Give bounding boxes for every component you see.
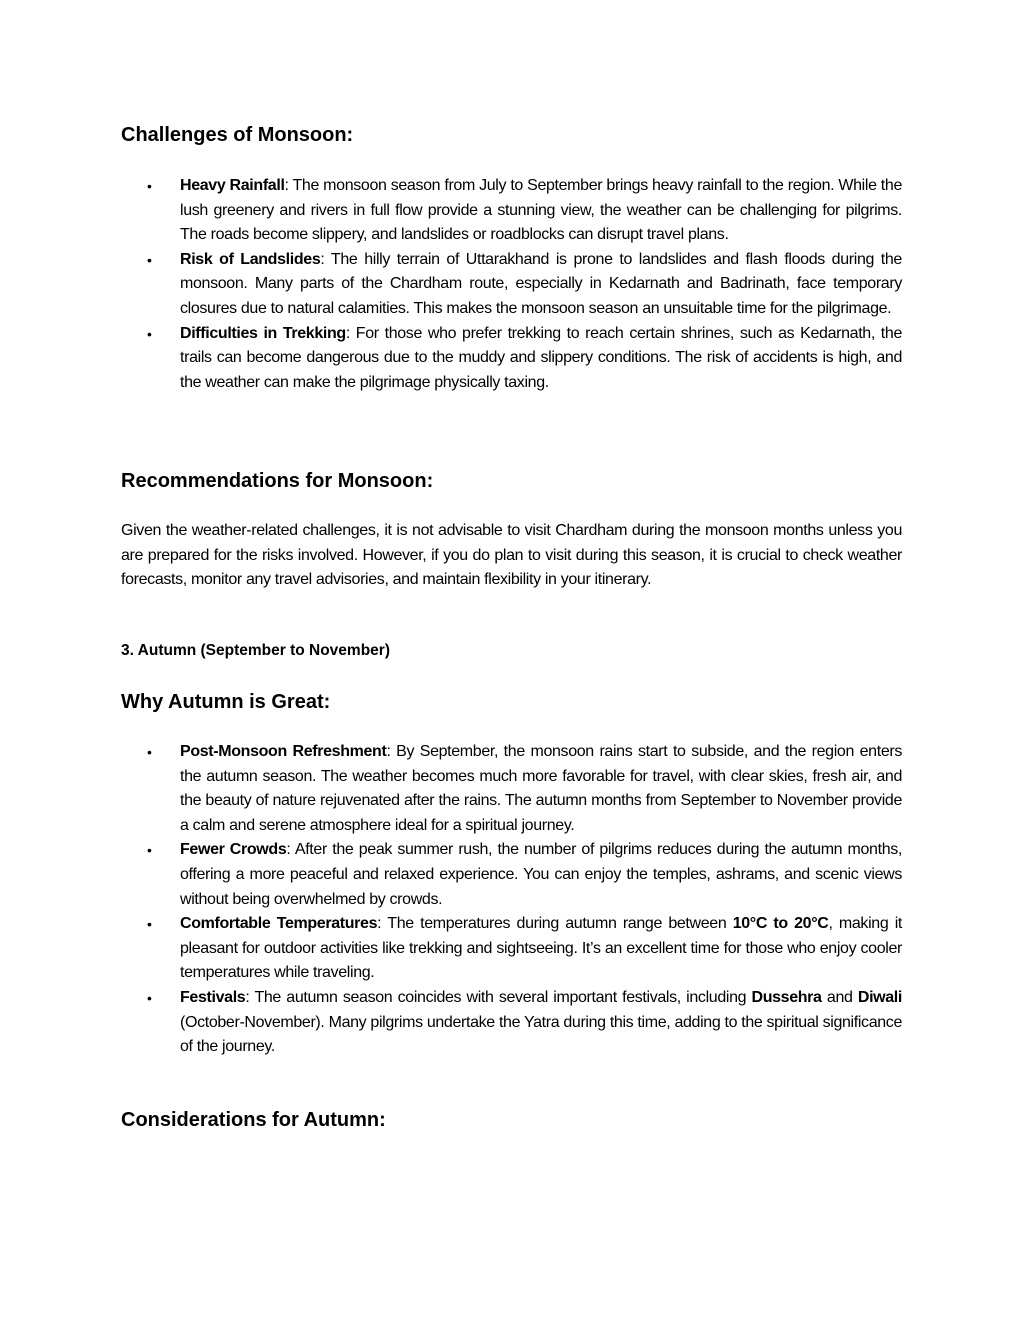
bullet-icon: • [147,178,152,194]
heading-challenges-of-monsoon: Challenges of Monsoon: [121,124,354,146]
temperature-range: 10°C to 20°C [732,915,829,933]
list-item-text: : By September, the monsoon rains start to subside, and the region enters the autumn season. The weather becomes much more favorable for travel, with clear skies, fresh air, and the beauty of nature rejuvenated after the rains. The autumn months from September to November provide a calm and serene atmosphere ideal for a spiritual journey. [180,743,903,834]
heading-why-autumn-is-great: Why Autumn is Great: [121,691,331,713]
festival-dussehra: Dussehra [751,988,822,1006]
list-item [121,986,902,1060]
list-item-term: Difficulties in Trekking [180,324,346,342]
festival-diwali: Diwali [857,988,902,1006]
monsoon-challenges-list [121,174,902,395]
recommendations-paragraph: Given the weather-related challenges, it is not advisable to visit Chardham during the monsoon months unless you are prepared for the risks involved. However, if you do plan to visit during this season, it is crucial to check weather forecasts, monitor any travel advisories, and maintain flexibility in your itinerary. [121,522,902,589]
bullet-icon: • [147,989,152,1006]
list-item-text: (October-November). Many pilgrims undertake the Yatra during this time, adding to the spiritual significance of the journey. [180,1013,902,1056]
list-item [121,322,902,396]
list-item-term: Risk of Landslides [180,250,321,268]
list-item [121,248,902,322]
autumn-benefits-list [121,740,902,1060]
list-item-text: : The temperatures during autumn range between [377,915,733,933]
heading-considerations-for-autumn: Considerations for Autumn: [121,1109,386,1131]
bullet-icon: • [147,916,152,933]
bullet-icon: • [147,251,152,268]
bullet-icon: • [147,842,152,859]
list-item-text: : The hilly terrain of Uttarakhand is prone to landslides and flash floods during the monsoon. Many parts of the Chardham route, especially in Kedarnath and Badrinath, face temporary closures due to natural calamities. This makes the monsoon season an unsuitable time for the pilgrimage. [180,250,902,317]
list-item-text: : The autumn season coincides with several important festivals, including [245,988,752,1006]
list-item-text: : For those who prefer trekking to reach certain shrines, such as Kedarnath, the trails can become dangerous due to the muddy and slippery conditions. The risk of accidents is high, and the weather can make the pilgrimage physically taxing. [180,324,902,391]
list-item-term: Heavy Rainfall [180,177,285,194]
list-item-text: : After the peak summer rush, the number of pilgrims reduces during the autumn months, offering a more peaceful and relaxed experience. You can enjoy the temples, ashrams, and scenic views without being overwhelmed by crowds. [180,841,902,908]
list-item-term: Post-Monsoon Refreshment [180,743,387,760]
list-item-text: , making it pleasant for outdoor activities like trekking and sightseeing. It’s an excellent time for those who enjoy cooler temperatures while traveling. [180,915,902,982]
heading-recommendations-for-monsoon: Recommendations for Monsoon: [121,470,434,492]
list-item-term: Festivals [180,988,246,1006]
list-item-text: and [821,988,858,1006]
list-item [121,174,902,248]
bullet-icon: • [147,325,152,342]
list-item-term: Comfortable Temperatures [180,915,378,933]
list-item-text: : The monsoon season from July to September brings heavy rainfall to the region. While the lush greenery and rivers in full flow provide a stunning view, the weather can be challenging for pilgrims. The roads become slippery, and landslides or roadblocks can disrupt travel plans. [180,177,902,244]
list-item-term: Fewer Crowds [180,841,287,859]
bullet-icon: • [147,744,152,760]
list-item [121,838,902,912]
list-item [121,740,902,838]
list-item [121,912,902,986]
section-title-autumn: 3. Autumn (September to November) [121,642,390,659]
